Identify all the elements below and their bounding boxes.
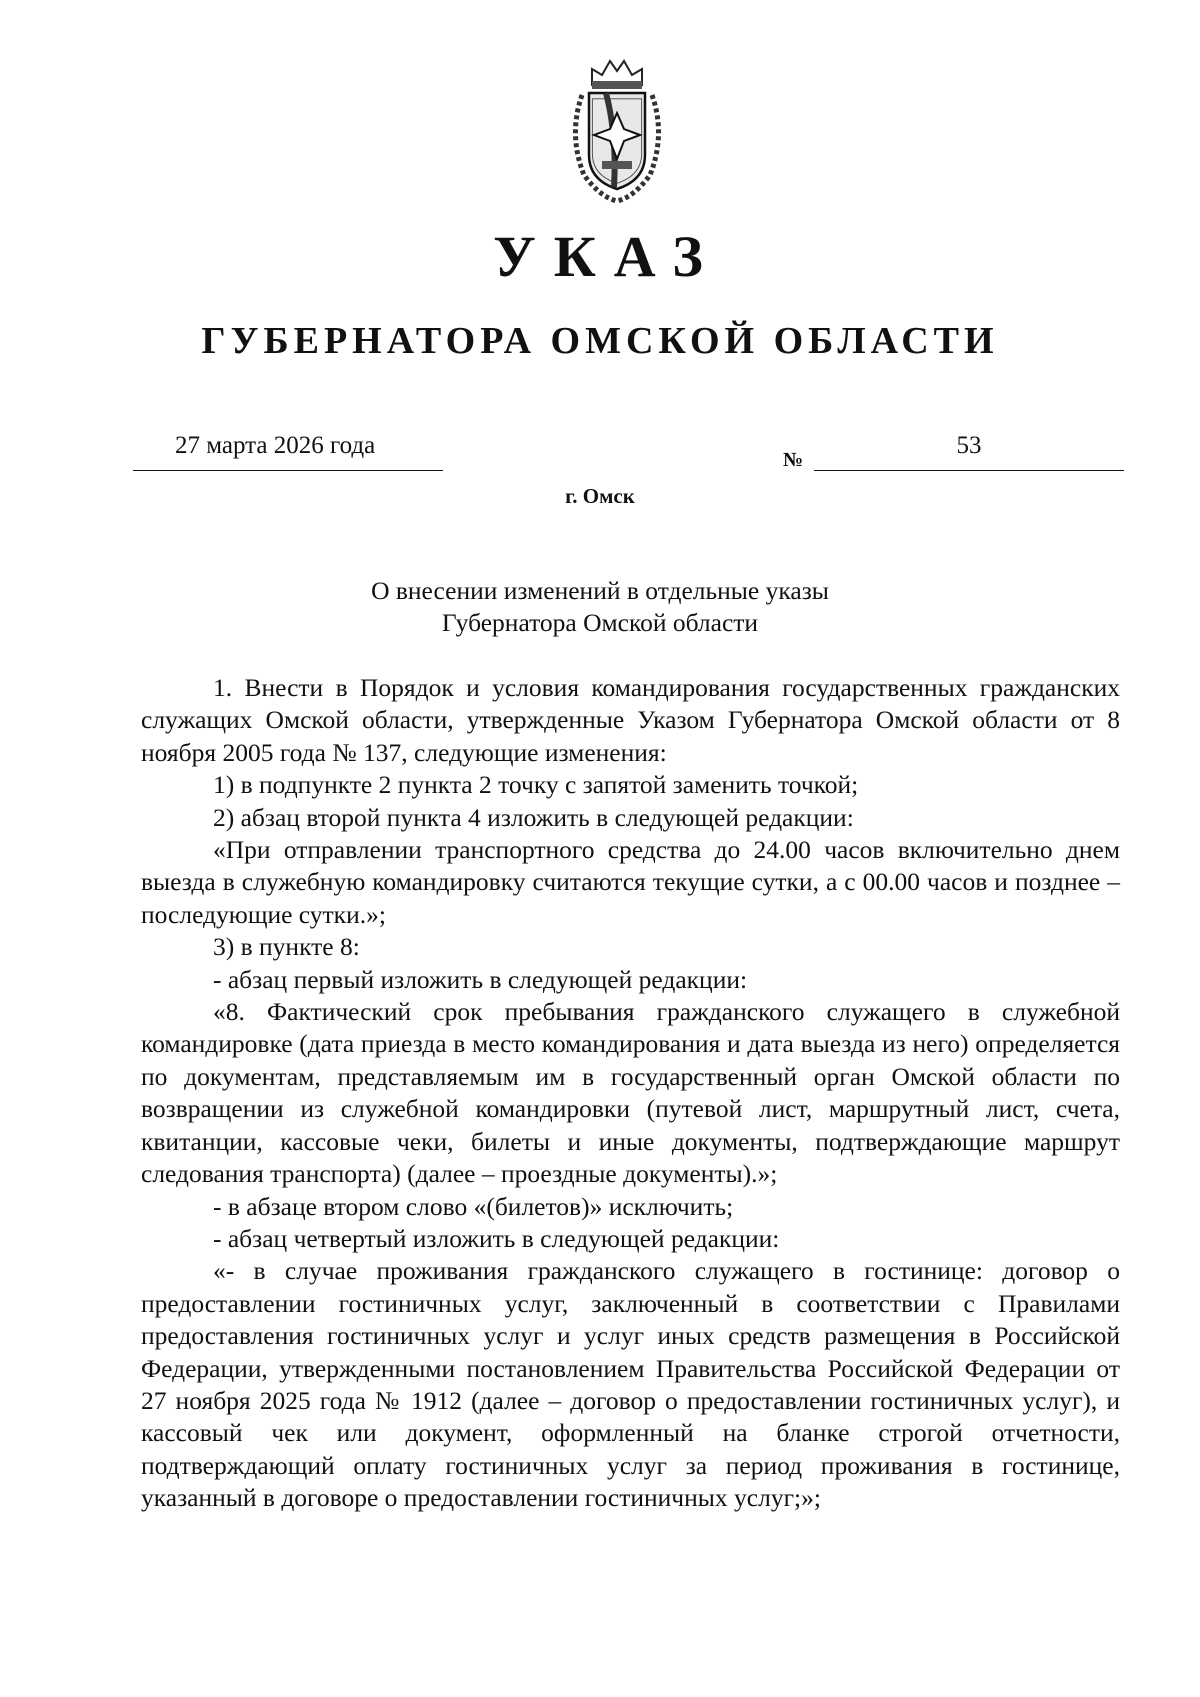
paragraph: «8. Фактический срок пребывания гражданского служащего в служебной командировке (дата приезда в место командирования и дата выезда из него) определяется по документам, представляемым им в государственный орган Омской области по возвращении из служебной командировки (путевой лист, маршрутный лист, счета, квитанции, кассовые чеки, билеты и иные документы, подтверждающие маршрут следования транспорта) (далее – проездные документы).»; bbox=[141, 997, 1120, 1189]
paragraph: 1. Внести в Порядок и условия командирования государственных гражданских служащих Омской области, утвержденные Указом Губернатора Омской области от 8 ноября 2005 года № 137, следующие изменения: bbox=[141, 673, 1120, 767]
document-body bbox=[141, 672, 1120, 1515]
number-sign: № bbox=[783, 449, 804, 471]
document-number: 53 bbox=[956, 432, 982, 459]
document-title: УКАЗ bbox=[493, 224, 721, 289]
paragraph: - абзац четвертый изложить в следующей редакции: bbox=[213, 1223, 780, 1253]
omsk-coat-of-arms-icon bbox=[562, 55, 672, 205]
heading-line-1: О внесении изменений в отдельные указы bbox=[371, 576, 829, 605]
paragraph: 3) в пункте 8: bbox=[213, 932, 360, 962]
heading-line-2: Губернатора Омской области bbox=[441, 608, 759, 637]
paragraph: «- в случае проживания гражданского служащего в гостинице: договор о предоставлении гостиничных услуг, заключенный в соответствии с Правилами предоставления гостиничных услуг и услуг иных средств размещения в Российской Федерации, утвержденными постановлением Правительства Российской Федерации от 27 ноября 2025 года № 1912 (далее – договор о предоставлении гостиничных услуг), и кассовый чек или документ, оформленный на бланке строгой отчетности, подтверждающий оплату гостиничных услуг за период проживания в гостинице, указанный в договоре о предоставлении гостиничных услуг;»; bbox=[141, 1256, 1120, 1513]
paragraph: - абзац первый изложить в следующей редакции: bbox=[213, 964, 748, 994]
paragraph: - в абзаце втором слово «(билетов)» исключить; bbox=[213, 1191, 734, 1221]
number-field bbox=[814, 432, 1124, 471]
paragraph: 2) абзац второй пункта 4 изложить в следующей редакции: bbox=[213, 802, 854, 832]
document-subtitle: ГУБЕРНАТОРА ОМСКОЙ ОБЛАСТИ bbox=[201, 320, 999, 362]
document-city: г. Омск bbox=[565, 484, 635, 508]
paragraph: «При отправлении транспортного средства до 24.00 часов включительно днем выезда в служебную командировку считаются текущие сутки, а с 00.00 часов и позднее – последующие сутки.»; bbox=[141, 835, 1120, 929]
document-heading bbox=[0, 575, 1200, 639]
document-date: 27 марта 2026 года bbox=[175, 432, 376, 459]
date-field bbox=[133, 432, 443, 471]
paragraph: 1) в подпункте 2 пункта 2 точку с запятой заменить точкой; bbox=[213, 770, 859, 800]
